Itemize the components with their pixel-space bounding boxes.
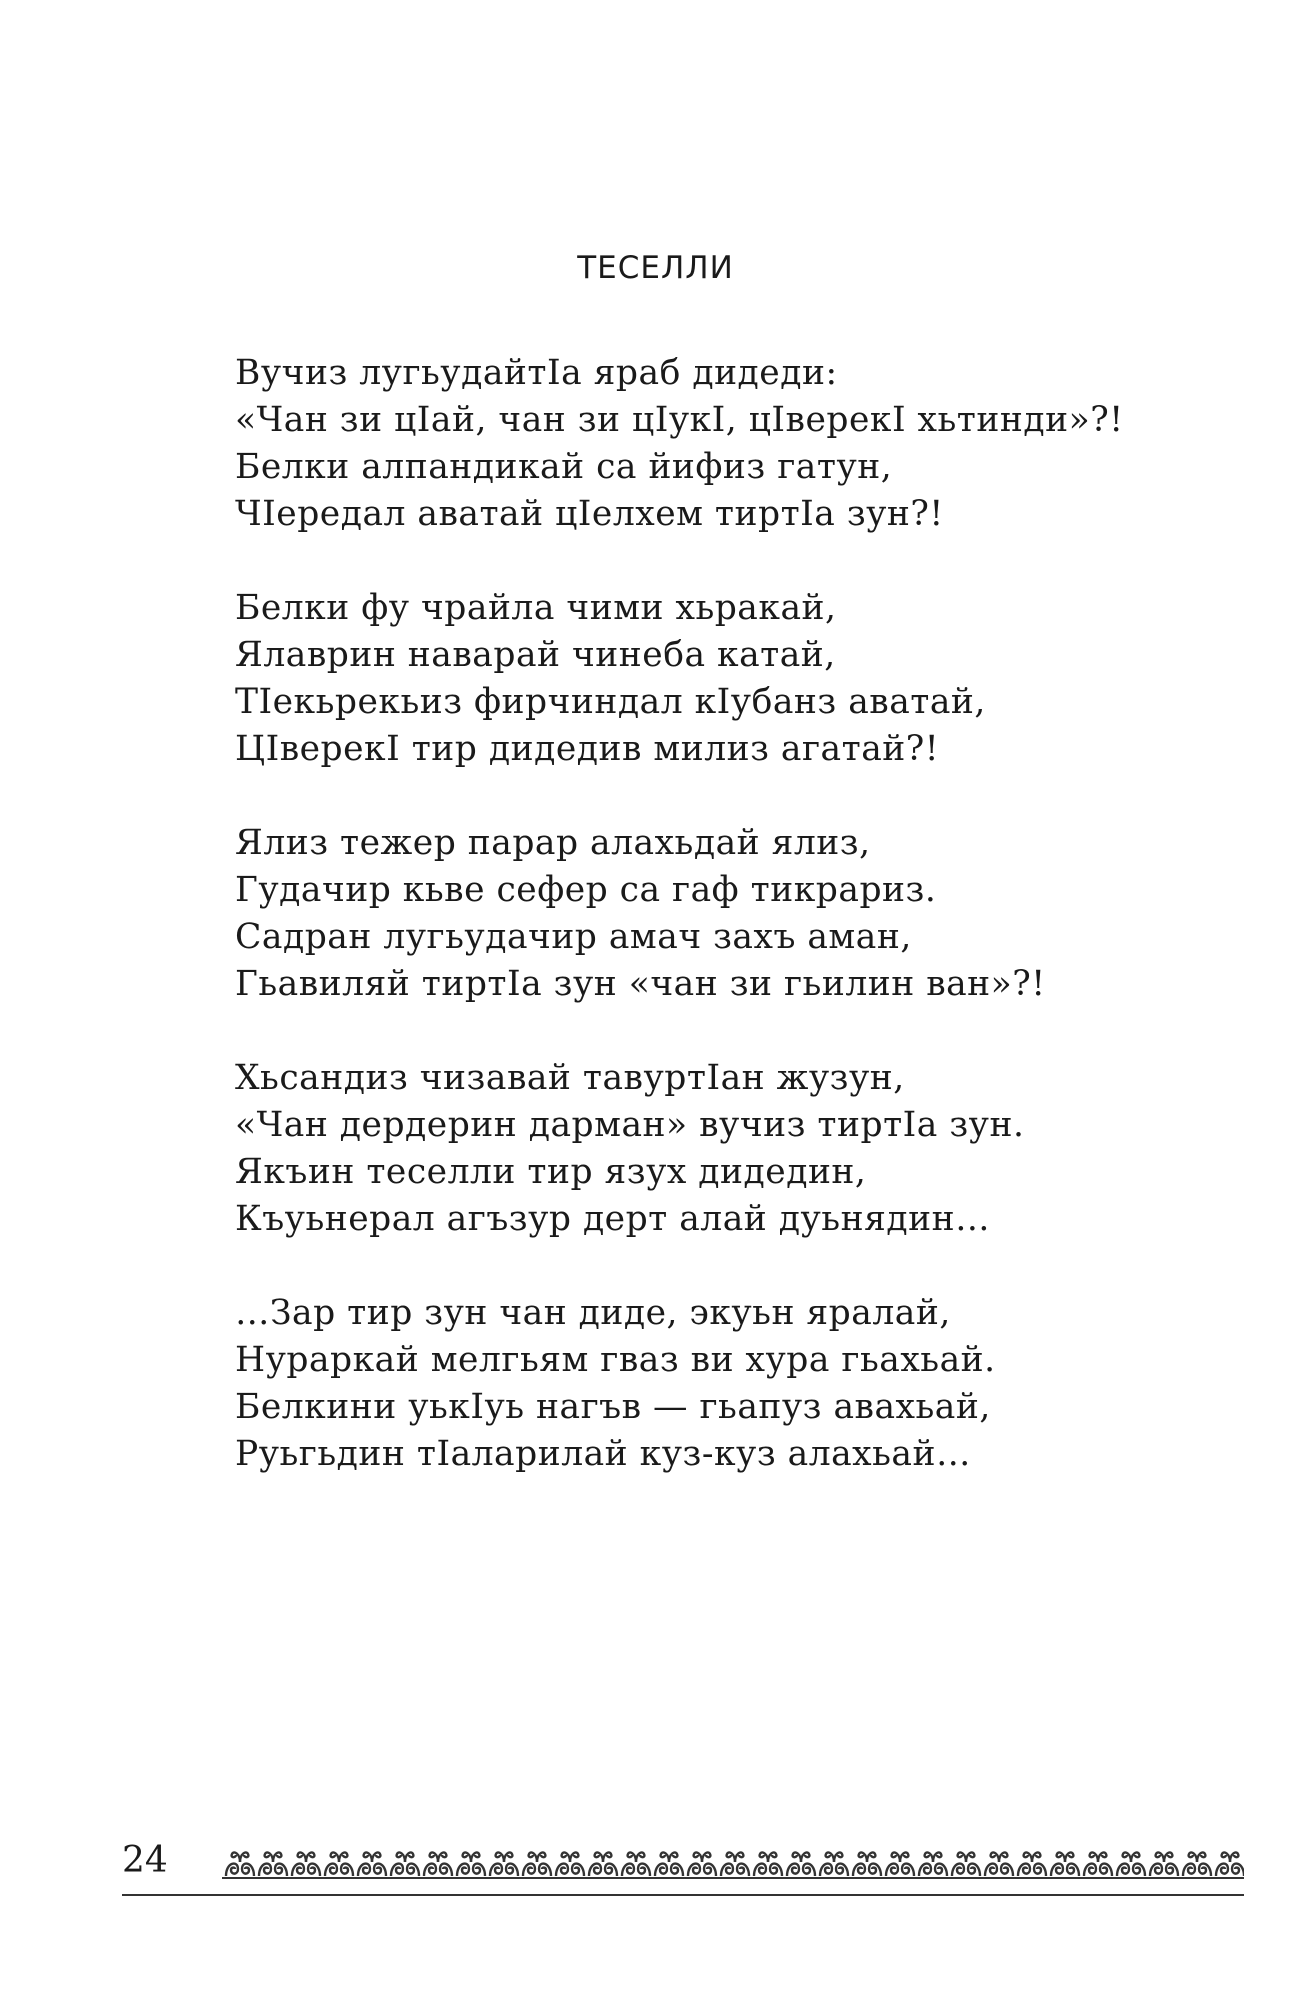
poem-line: Садран лугьудачир амач захъ аман, — [235, 917, 912, 957]
ornament-scroll-icon — [259, 1852, 287, 1876]
footer-divider — [122, 1894, 1244, 1896]
poem-line: Гьавиляй тиртIа зун «чан зи гьилин ван»?! — [235, 964, 1046, 1004]
ornament-scroll-icon — [523, 1852, 551, 1876]
poem-line: …Зар тир зун чан диде, экуьн яралай, — [235, 1293, 951, 1333]
page-footer — [122, 1838, 1244, 1898]
poem-line: Руьгьдин тIаларилай куз-куз алахьай… — [235, 1434, 971, 1474]
ornament-scroll-icon — [1084, 1852, 1112, 1876]
stanza-3 — [235, 820, 1195, 1008]
ornament-scroll-icon — [556, 1852, 584, 1876]
ornament-scroll-icon — [589, 1852, 617, 1876]
stanza-4 — [235, 1055, 1195, 1243]
ornament-scroll-icon — [622, 1852, 650, 1876]
ornament-scroll-icon — [1018, 1852, 1046, 1876]
poem-line: Хьсандиз чизавай тавуртIан жузун, — [235, 1058, 905, 1098]
ornament-scroll-icon — [655, 1852, 683, 1876]
ornament-scroll-icon — [721, 1852, 749, 1876]
ornament-scroll-icon — [1051, 1852, 1079, 1876]
ornament-scroll-icon — [391, 1852, 419, 1876]
poem-line: Нураркай мелгьям гваз ви хура гьахьай. — [235, 1340, 996, 1380]
poem-body — [235, 350, 1195, 1525]
decorative-ornament-border — [222, 1838, 1244, 1888]
ornament-scroll-icon — [787, 1852, 815, 1876]
poem-line: ТIекьрекьиз фирчиндал кIубанз аватай, — [235, 682, 986, 722]
stanza-2 — [235, 585, 1195, 773]
ornament-scroll-icon — [688, 1852, 716, 1876]
poem-line: Гудачир кьве сефер са гаф тикрариз. — [235, 870, 937, 910]
poem-line: Ялиз тежер парар алахьдай ялиз, — [235, 823, 871, 863]
ornament-scroll-icon — [1216, 1852, 1244, 1876]
ornament-scroll-icon — [1183, 1852, 1211, 1876]
ornament-scroll-icon — [358, 1852, 386, 1876]
ornament-scroll-icon — [1117, 1852, 1145, 1876]
page-number: 24 — [122, 1840, 168, 1881]
ornament-scroll-icon — [292, 1852, 320, 1876]
stanza-1 — [235, 350, 1195, 538]
poem-line: ЦIверекI тир дидедив милиз агатай?! — [235, 729, 940, 769]
ornament-scroll-icon — [952, 1852, 980, 1876]
poem-line: «Чан дердерин дарман» вучиз тиртIа зун. — [235, 1105, 1025, 1145]
poem-line: Белки фу чрайла чими хьракай, — [235, 588, 837, 628]
ornament-scroll-icon — [1150, 1852, 1178, 1876]
poem-line: «Чан зи цIай, чан зи цIукI, цIверекI хьтинди»?! — [235, 400, 1124, 440]
poem-line: Якъин теселли тир язух дидедин, — [235, 1152, 867, 1192]
stanza-5 — [235, 1290, 1195, 1478]
ornament-scroll-icon — [985, 1852, 1013, 1876]
poem-line: Вучиз лугьудайтIа яраб дидеди: — [235, 353, 838, 393]
ornament-scroll-icon — [853, 1852, 881, 1876]
ornament-scroll-icon — [226, 1852, 254, 1876]
ornament-scroll-icon — [424, 1852, 452, 1876]
poem-line: ЧIередал аватай цIелхем тиртIа зун?! — [235, 494, 944, 534]
ornament-scroll-icon — [919, 1852, 947, 1876]
ornament-scroll-icon — [886, 1852, 914, 1876]
poem-line: Ялаврин наварай чинеба катай, — [235, 635, 836, 675]
poem-line: Белкини уькIуь нагъв — гьапуз авахьай, — [235, 1387, 991, 1427]
ornament-scroll-icon — [754, 1852, 782, 1876]
ornament-scroll-icon — [325, 1852, 353, 1876]
ornament-scroll-icon — [490, 1852, 518, 1876]
poem-line: Белки алпандикай са йифиз гатун, — [235, 447, 893, 487]
ornament-scroll-icon — [820, 1852, 848, 1876]
ornament-scroll-icon — [457, 1852, 485, 1876]
poem-title: ТЕСЕЛЛИ — [577, 250, 734, 286]
poem-line: Къуьнерал агъзур дерт алай дуьнядин… — [235, 1199, 991, 1239]
